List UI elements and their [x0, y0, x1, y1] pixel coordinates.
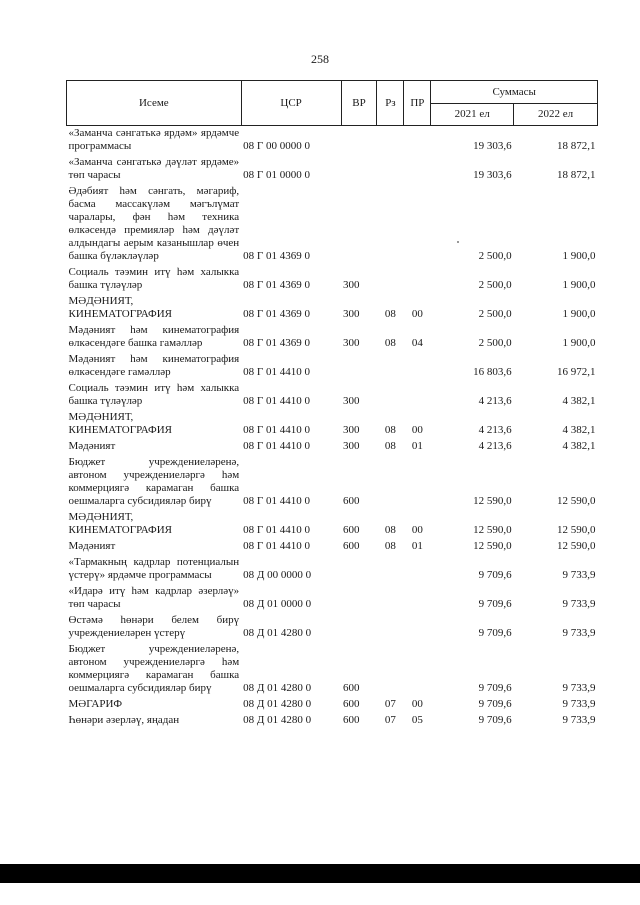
row-amount-2022: 1 900,0 [562, 250, 596, 262]
row-amount-2021: 2 500,0 [478, 279, 512, 291]
header-name: Исеме [67, 81, 242, 126]
row-vr: 600 [343, 714, 360, 726]
row-pr [404, 613, 431, 642]
row-pr: 05 [411, 714, 423, 726]
row-vr [341, 352, 377, 381]
row-amount-2021: 4 213,6 [478, 395, 512, 407]
row-rz: 07 [384, 714, 396, 726]
row-amount-2021: 9 709,6 [478, 627, 512, 639]
scan-border-bar [0, 864, 640, 883]
row-name: МӘДӘНИЯТ, КИНЕМАТОГРАФИЯ [68, 295, 173, 320]
row-amount-2022: 9 733,9 [562, 569, 596, 581]
header-csr: ЦСР [241, 81, 341, 126]
row-pr [404, 584, 431, 613]
row-amount-2021: 9 709,6 [478, 598, 512, 610]
row-name: Мәдәният [68, 440, 116, 452]
row-name: Һөнәри әзерләү, яңадан [68, 714, 180, 726]
row-amount-2022: 18 872,1 [557, 140, 596, 152]
row-rz: 08 [384, 337, 396, 349]
row-rz [377, 265, 404, 294]
row-rz [377, 555, 404, 584]
row-amount-2021: 19 303,6 [473, 169, 512, 181]
page-number: 258 [311, 52, 329, 66]
row-amount-2021: 9 709,6 [478, 698, 512, 710]
row-vr [341, 613, 377, 642]
row-name: Бюджет учреждениеләренә, автоном учреждениеләргә һәм коммерциягә карамаган башка оешмаларга субсидияләр бирү [68, 456, 240, 507]
row-amount-2022: 1 900,0 [562, 308, 596, 320]
row-name: «Заманча сәнгатькә дәүләт ярдәме» төп чарасы [68, 156, 240, 181]
table-row [67, 642, 598, 697]
row-csr: 08 Д 01 4280 0 [243, 714, 312, 726]
row-pr: 04 [411, 337, 423, 349]
row-amount-2022: 12 590,0 [557, 524, 596, 536]
row-amount-2021: 9 709,6 [478, 682, 512, 694]
table-row [67, 539, 598, 555]
row-pr [404, 642, 431, 697]
row-name: МӘДӘНИЯТ, КИНЕМАТОГРАФИЯ [68, 411, 173, 436]
row-name: «Тармакның кадрлар потенциалын үстерү» ярдәмче программасы [68, 556, 240, 581]
table-body [67, 126, 598, 730]
row-name: МӘГАРИФ [68, 698, 123, 710]
row-pr: 00 [411, 524, 423, 536]
row-pr: 00 [411, 424, 423, 436]
header-year-2022: 2022 ел [514, 104, 598, 126]
row-vr: 300 [343, 308, 360, 320]
row-csr: 08 Д 01 4280 0 [243, 698, 312, 710]
table-row [67, 584, 598, 613]
row-amount-2021: 19 303,6 [473, 140, 512, 152]
header-vr: ВР [341, 81, 377, 126]
row-csr: 08 Д 01 4280 0 [243, 682, 312, 694]
row-amount-2022: 9 733,9 [562, 682, 596, 694]
row-amount-2022: 9 733,9 [562, 698, 596, 710]
row-amount-2021: 2 500,0 [478, 250, 512, 262]
table-row [67, 265, 598, 294]
row-name: Өстәмә һөнәри белем бирү учреждениеләрен үстерү [68, 614, 240, 639]
row-csr: 08 Г 01 4369 0 [243, 250, 311, 262]
row-vr: 300 [343, 279, 360, 291]
row-name: МӘДӘНИЯТ, КИНЕМАТОГРАФИЯ [68, 511, 173, 536]
row-pr: 00 [411, 308, 423, 320]
row-rz [377, 352, 404, 381]
row-amount-2022: 18 872,1 [557, 169, 596, 181]
row-csr: 08 Г 01 4369 0 [243, 308, 311, 320]
row-rz: 08 [384, 540, 396, 552]
table-row [67, 439, 598, 455]
row-amount-2022: 9 733,9 [562, 714, 596, 726]
row-rz [377, 455, 404, 510]
row-csr: 08 Г 01 4410 0 [243, 395, 311, 407]
row-name: Мәдәният һәм кинематография өлкәсендәге башка гамәлләр [68, 324, 240, 349]
row-amount-2021: 12 590,0 [473, 524, 512, 536]
row-amount-2021: 9 709,6 [478, 714, 512, 726]
row-pr [404, 155, 431, 184]
row-csr: 08 Г 01 4410 0 [243, 540, 311, 552]
row-vr: 300 [343, 395, 360, 407]
table-row [67, 613, 598, 642]
row-csr: 08 Г 01 0000 0 [243, 169, 311, 181]
budget-table [66, 80, 598, 729]
row-vr: 600 [343, 698, 360, 710]
row-csr: 08 Д 01 4280 0 [243, 627, 312, 639]
row-amount-2021: 16 803,6 [473, 366, 512, 378]
row-csr: 08 Г 00 0000 0 [243, 140, 311, 152]
row-pr: 01 [411, 440, 423, 452]
row-amount-2022: 9 733,9 [562, 598, 596, 610]
scan-speck [457, 241, 459, 243]
row-pr [404, 455, 431, 510]
row-name: Социаль тәэмин итү һәм халыкка башка түләүләр [68, 266, 240, 291]
row-amount-2022: 4 382,1 [562, 395, 596, 407]
row-pr: 01 [411, 540, 423, 552]
row-name: «Заманча сәнгатькә ярдәм» ярдәмче программасы [68, 127, 240, 152]
row-csr: 08 Г 01 4410 0 [243, 366, 311, 378]
row-csr: 08 Г 01 4410 0 [243, 440, 311, 452]
table-row [67, 455, 598, 510]
table-row [67, 510, 598, 539]
row-pr [404, 126, 431, 156]
row-csr: 08 Д 00 0000 0 [243, 569, 312, 581]
header-pr: ПР [404, 81, 431, 126]
row-name: Мәдәният [68, 540, 116, 552]
row-rz [377, 126, 404, 156]
row-amount-2021: 9 709,6 [478, 569, 512, 581]
row-rz: 07 [384, 698, 396, 710]
table-row [67, 126, 598, 156]
row-rz [377, 381, 404, 410]
row-amount-2021: 12 590,0 [473, 495, 512, 507]
table-row [67, 697, 598, 713]
table-row [67, 352, 598, 381]
row-vr: 300 [343, 440, 360, 452]
row-amount-2022: 1 900,0 [562, 337, 596, 349]
row-vr: 300 [343, 337, 360, 349]
row-amount-2022: 1 900,0 [562, 279, 596, 291]
table-row [67, 555, 598, 584]
row-csr: 08 Г 01 4410 0 [243, 424, 311, 436]
row-rz [377, 155, 404, 184]
row-amount-2022: 9 733,9 [562, 627, 596, 639]
row-amount-2022: 16 972,1 [557, 366, 596, 378]
header-year-2021: 2021 ел [431, 104, 514, 126]
row-amount-2021: 4 213,6 [478, 424, 512, 436]
row-rz: 08 [384, 524, 396, 536]
row-rz [377, 584, 404, 613]
row-amount-2021: 12 590,0 [473, 540, 512, 552]
row-name: Бюджет учреждениеләренә, автоном учреждениеләргә һәм коммерциягә карамаган башка оешмаларга субсидияләр бирү [68, 643, 240, 694]
row-vr: 600 [343, 524, 360, 536]
row-name: «Идарә итү һәм кадрлар әзерләү» төп чарасы [68, 585, 240, 610]
row-vr [341, 584, 377, 613]
row-rz: 08 [384, 424, 396, 436]
row-csr: 08 Г 01 4369 0 [243, 337, 311, 349]
row-pr [404, 555, 431, 584]
row-vr: 600 [343, 540, 360, 552]
row-amount-2022: 12 590,0 [557, 495, 596, 507]
row-rz: 08 [384, 308, 396, 320]
row-pr [404, 265, 431, 294]
row-amount-2022: 12 590,0 [557, 540, 596, 552]
row-name: Мәдәният һәм кинематография өлкәсендәге гамәлләр [68, 353, 240, 378]
table-row [67, 323, 598, 352]
row-pr [404, 184, 431, 265]
header-sums: Суммасы [431, 81, 598, 104]
table-row [67, 184, 598, 265]
row-vr [341, 184, 377, 265]
row-name: Социаль тәэмин итү һәм халыкка башка түләүләр [68, 382, 240, 407]
header-rz: Рз [377, 81, 404, 126]
row-vr: 600 [343, 682, 360, 694]
table-row [67, 381, 598, 410]
table-row [67, 410, 598, 439]
row-vr: 300 [343, 424, 360, 436]
row-csr: 08 Г 01 4410 0 [243, 495, 311, 507]
table-row [67, 294, 598, 323]
row-rz [377, 613, 404, 642]
row-name: Әдәбият һәм сәнгать, мәгариф, басма массакүләм мәгълүмат чаралары, фән һәм техника өлкәсендә премияләр һәм дәүләт алдындагы аерым казанышлар өчен башка бүләкләүләр [68, 185, 240, 262]
row-amount-2021: 2 500,0 [478, 308, 512, 320]
row-pr: 00 [411, 698, 423, 710]
row-csr: 08 Г 01 4410 0 [243, 524, 311, 536]
row-rz [377, 184, 404, 265]
row-vr [341, 126, 377, 156]
table-row [67, 155, 598, 184]
row-vr: 600 [343, 495, 360, 507]
row-vr [341, 155, 377, 184]
row-amount-2021: 4 213,6 [478, 440, 512, 452]
row-pr [404, 352, 431, 381]
row-csr: 08 Д 01 0000 0 [243, 598, 312, 610]
row-pr [404, 381, 431, 410]
row-csr: 08 Г 01 4369 0 [243, 279, 311, 291]
row-amount-2021: 2 500,0 [478, 337, 512, 349]
row-rz [377, 642, 404, 697]
row-amount-2022: 4 382,1 [562, 440, 596, 452]
row-rz: 08 [384, 440, 396, 452]
table-row [67, 713, 598, 729]
row-amount-2022: 4 382,1 [562, 424, 596, 436]
row-vr [341, 555, 377, 584]
